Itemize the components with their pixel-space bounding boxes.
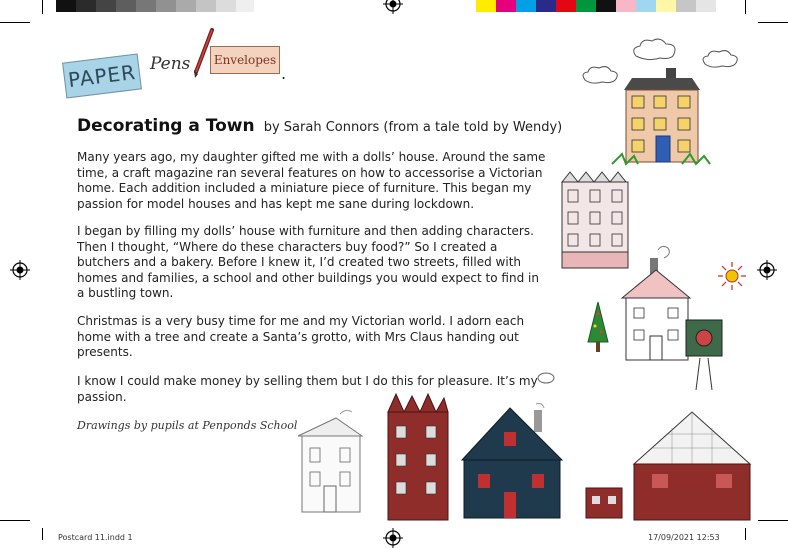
paragraph-4: I know I could make money by selling them but I do this for pleasure. It’s my passion. bbox=[77, 374, 538, 404]
paragraph-2: I began by filling my dolls’ house with furniture and then adding characters. Then I thought, “Where do these characters buy food?” So I created a butchers and a bakery. Before I knew it, I’d created two streets, filled with homes and families, a school and other buildings you would expect to find in a bustling town. bbox=[77, 224, 539, 300]
house-drawing-icon bbox=[632, 408, 752, 522]
sun-icon bbox=[718, 262, 746, 290]
registration-mark-icon bbox=[10, 260, 30, 280]
title-line bbox=[77, 116, 562, 136]
tree-icon bbox=[586, 300, 610, 354]
logo-pens bbox=[150, 54, 190, 74]
article-title: Decorating a Town bbox=[77, 116, 255, 136]
footer-file-label: Postcard 11.indd 1 bbox=[58, 533, 133, 542]
house-drawing-icon bbox=[386, 392, 450, 522]
cloud-icon bbox=[536, 370, 556, 386]
paragraph-3: Christmas is a very busy time for me and my Victorian world. I adorn each home with a tree and create a Santa’s grotto, with Mrs Claus handing out presents. bbox=[77, 314, 525, 359]
logo-dot: . bbox=[281, 64, 287, 83]
registration-mark-icon bbox=[757, 260, 777, 280]
logo-word-envelopes: Envelopes bbox=[213, 53, 277, 67]
logo-envelopes bbox=[210, 46, 280, 74]
registration-mark-icon bbox=[383, 0, 403, 14]
house-drawing-icon bbox=[682, 318, 726, 392]
footer-timestamp: 17/09/2021 12:53 bbox=[648, 533, 720, 542]
logo-word-paper: PAPER bbox=[66, 59, 138, 93]
logo-paper bbox=[62, 54, 142, 99]
house-drawing-icon bbox=[612, 66, 712, 166]
article-byline: by Sarah Connors (from a tale told by Wendy) bbox=[263, 120, 563, 135]
house-drawing-icon bbox=[460, 402, 564, 520]
registration-mark-icon bbox=[383, 528, 403, 548]
paragraph-1: Many years ago, my daughter gifted me with a dolls’ house. Around the same time, a craft magazine ran several features on how to accessorise a Victorian home. Each addition included a miniature piece of furniture. This began my passion for model houses and has kept me sane during lockdown. bbox=[77, 150, 546, 211]
house-drawing-icon bbox=[584, 484, 624, 520]
cloud-icon bbox=[630, 36, 680, 62]
drawings-credit: Drawings by pupils at Penponds School bbox=[77, 419, 298, 432]
logo-word-pens: Pens bbox=[150, 54, 191, 74]
house-drawing-icon bbox=[296, 406, 366, 514]
